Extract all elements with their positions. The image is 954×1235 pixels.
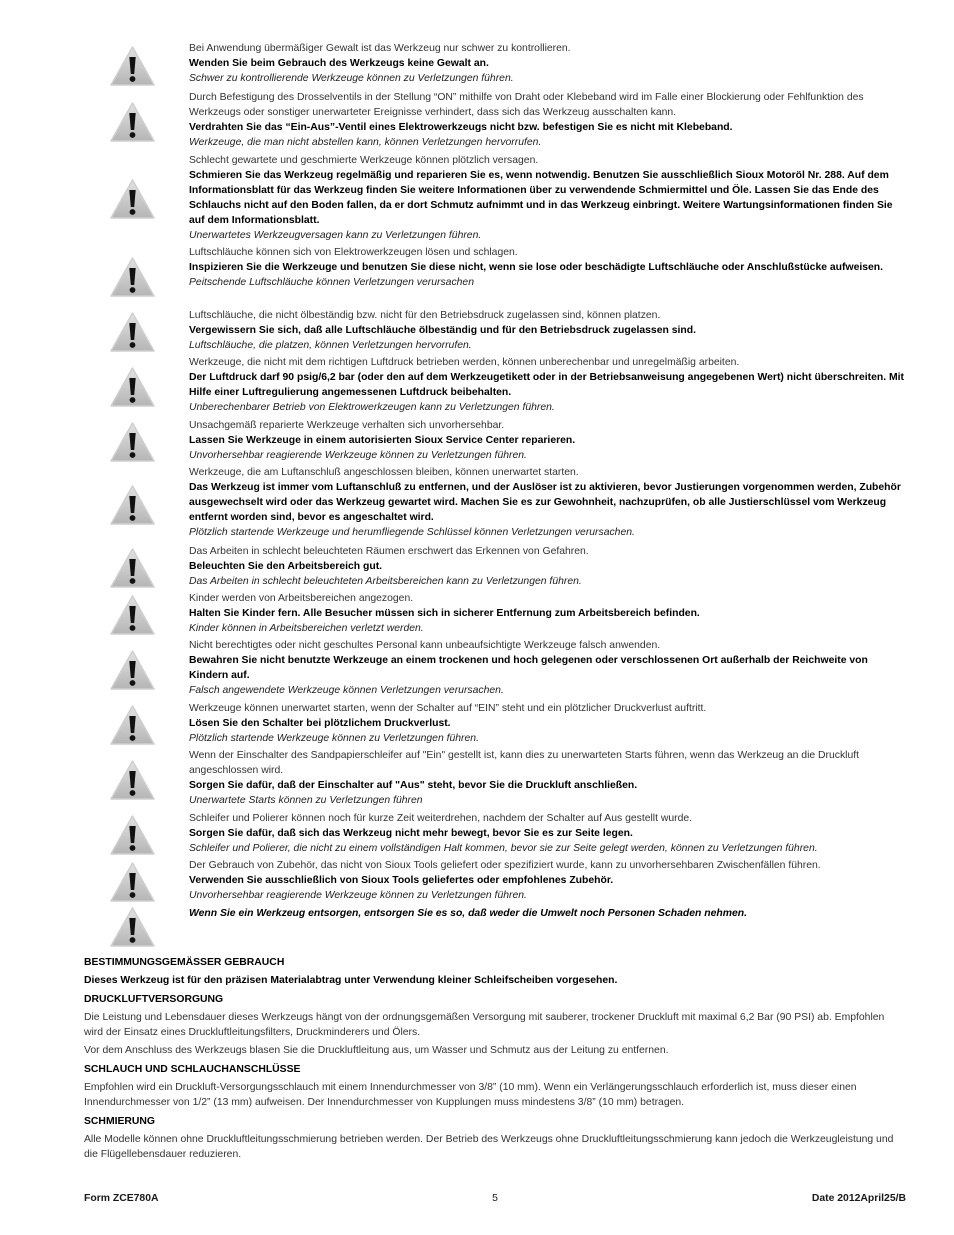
hazard-text: Luftschläuche können sich von Elektrowerkzeugen lösen und schlagen. [189,247,518,258]
consequence-text: Peitschende Luftschläuche können Verletzungen verursachen [189,277,474,288]
instruction-text: Sorgen Sie dafür, daß der Einschalter auf "Aus" steht, bevor Sie die Druckluft anschließen. [189,780,638,791]
form-number: Form ZCE780A [84,1193,159,1204]
instruction-text: Beleuchten Sie den Arbeitsbereich gut. [189,561,383,572]
consequence-text: Schleifer und Polierer, die nicht zu einem vollständigen Halt kommen, bevor sie zur Seite gelegt werden, können zu Verletzungen führen. [189,843,818,854]
warning-block [108,245,908,308]
hazard-text: Wenn der Einschalter des Sandpapierschleifer auf "Ein" gestellt ist, kann dies zu unerwarteten Starts führen, wenn das Werkzeug an die Druckluft angeschlossen wird. [189,750,860,776]
consequence-text: Unerwartetes Werkzeugversagen kann zu Verletzungen führen. [189,230,482,241]
warning-block [108,355,908,418]
section-heading: BESTIMMUNGSGEMÄSSER GEBRAUCH [84,957,285,968]
consequence-text: Luftschläuche, die platzen, können Verletzungen hervorrufen. [189,340,472,351]
hazard-text: Der Gebrauch von Zubehör, das nicht von Sioux Tools geliefert oder spezifiziert wurde, kann zu unvorhersehbaren Zwischenfällen führen. [189,860,821,871]
hazard-text: Durch Befestigung des Drosselventils in der Stellung “ON” mithilfe von Draht oder Klebeband wird im Falle einer Blockierung oder Fehlfunktion des Werkzeugs oder sonstiger unerwarteter Ereignisse verhindert, dass sich das Werkzeug ausschalten kann. [189,92,864,118]
instruction-text: Schmieren Sie das Werkzeug regelmäßig und reparieren Sie es, wenn notwendig. Benutzen Sie ausschließlich Sioux Motoröl Nr. 288. Auf dem Informationsblatt für das Werkzeug finden Sie weitere Informationen über zu verwendende Schmiermittel und Öle. Lassen Sie das Ende des Schlauchs nicht auf den Boden fallen, da er dort Schmutz aufnimmt und in das Werkzeug einbringt. Weitere Wartungsinformationen finden Sie auf dem Informationsblatt. [189,170,893,226]
instruction-text: Halten Sie Kinder fern. Alle Besucher müssen sich in sicherer Entfernung zum Arbeitsbereich befinden. [189,608,700,619]
instruction-text: Inspizieren Sie die Werkzeuge und benutzen Sie diese nicht, wenn sie lose oder beschädigte Luftschläuche oder Anschlußstücke aufweisen. [189,262,884,273]
consequence-text: Das Arbeiten in schlecht beleuchteten Arbeitsbereichen kann zu Verletzungen führen. [189,576,582,587]
hazard-text: Bei Anwendung übermäßiger Gewalt ist das Werkzeug nur schwer zu kontrollieren. [189,43,571,54]
instruction-text: Verwenden Sie ausschließlich von Sioux Tools geliefertes oder empfohlenes Zubehör. [189,875,614,886]
warning-block [108,544,908,591]
consequence-text: Unvorhersehbar reagierende Werkzeuge können zu Verletzungen führen. [189,890,527,901]
instruction-text: Vergewissern Sie sich, daß alle Luftschläuche ölbeständig und für den Betriebsdruck zugelassen sind. [189,325,696,336]
section-heading: DRUCKLUFTVERSORGUNG [84,994,224,1005]
warning-block [108,638,908,701]
consequence-text: Wenn Sie ein Werkzeug entsorgen, entsorgen Sie es so, daß weder die Umwelt noch Personen Schaden nehmen. [189,908,747,919]
instruction-text: Lassen Sie Werkzeuge in einem autorisierten Sioux Service Center reparieren. [189,435,576,446]
consequence-text: Plötzlich startende Werkzeuge und herumfliegende Schlüssel können Verletzungen verursachen. [189,527,635,538]
instruction-text: Verdrahten Sie das “Ein-Aus”-Ventil eines Elektrowerkzeugs nicht bzw. befestigen Sie es nicht mit Klebeband. [189,122,733,133]
hazard-text: Das Arbeiten in schlecht beleuchteten Räumen erschwert das Erkennen von Gefahren. [189,546,589,557]
instruction-sections [84,955,906,1162]
instruction-text: Lösen Sie den Schalter bei plötzlichem Druckverlust. [189,718,451,729]
revision-date: Date 2012April25/B [811,1193,906,1204]
hazard-text: Schleifer und Polierer können noch für kurze Zeit weiterdrehen, nachdem der Schalter auf Aus gestellt wurde. [189,813,693,824]
warning-list [108,41,908,936]
instruction-text: Bewahren Sie nicht benutzte Werkzeuge an einem trockenen und hoch gelegenen oder verschlossenen Ort außerhalb der Reichweite von Kindern auf. [189,655,868,681]
warning-block [108,308,908,355]
page-footer [84,1191,906,1207]
warning-block [108,811,908,858]
consequence-text: Falsch angewendete Werkzeuge können Verletzungen verursachen. [189,685,504,696]
consequence-text: Kinder können in Arbeitsbereichen verletzt werden. [189,623,424,634]
hazard-text: Kinder werden von Arbeitsbereichen angezogen. [189,593,414,604]
section-heading: SCHLAUCH UND SCHLAUCHANSCHLÜSSE [84,1064,301,1075]
instruction-text: Das Werkzeug ist immer vom Luftanschluß zu entfernen, und der Auslöser ist zu aktivieren, bevor Justierungen vorgenommen werden, Zubehör ausgewechselt wird oder das Werkzeug gewartet wird. Machen Sie es zur Gewohnheit, nachzuprüfen, ob alle Justierschlüssel vom Werkzeug entfernt worden sind, bevor es angeschaltet wird. [189,482,901,523]
warning-block [108,701,908,748]
warning-block [108,153,908,245]
warning-block [108,906,908,936]
consequence-text: Unberechenbarer Betrieb von Elektrowerkzeugen kann zu Verletzungen führen. [189,402,555,413]
consequence-text: Unerwartete Starts können zu Verletzungen führen [189,795,423,806]
instruction-text: Wenden Sie beim Gebrauch des Werkzeugs keine Gewalt an. [189,58,489,69]
section-paragraph: Dieses Werkzeug ist für den präzisen Materialabtrag unter Verwendung kleiner Schleifscheiben vorgesehen. [84,975,618,986]
hazard-text: Luftschläuche, die nicht ölbeständig bzw. nicht für den Betriebsdruck zugelassen sind, können platzen. [189,310,661,321]
section-paragraph: Empfohlen wird ein Druckluft-Versorgungsschlauch mit einem Innendurchmesser von 3/8” (10 mm). Wenn ein Verlängerungsschlauch erforderlich ist, muss dieser einen Innendurchmesser von 1/2” (13 mm) aufweisen. Der Innendurchmesser von Kupplungen muss mindestens 3/8” (10 mm) betragen. [84,1082,857,1108]
warning-block [108,418,908,465]
hazard-text: Schlecht gewartete und geschmierte Werkzeuge können plötzlich versagen. [189,155,539,166]
warning-block [108,41,908,90]
consequence-text: Unvorhersehbar reagierende Werkzeuge können zu Verletzungen führen. [189,450,527,461]
hazard-text: Unsachgemäß reparierte Werkzeuge verhalten sich unvorhersehbar. [189,420,505,431]
warning-block [108,465,908,544]
warning-block [108,748,908,811]
section-paragraph: Alle Modelle können ohne Druckluftleitungsschmierung betrieben werden. Der Betrieb des Werkzeugs ohne Druckluftleitungsschmierung kann jedoch die Werkzeugleistung und die Flügellebensdauer reduzieren. [84,1134,894,1160]
instruction-text: Sorgen Sie dafür, daß sich das Werkzeug nicht mehr bewegt, bevor Sie es zur Seite legen. [189,828,633,839]
hazard-text: Werkzeuge können unerwartet starten, wenn der Schalter auf “EIN” steht und ein plötzlicher Druckverlust auftritt. [189,703,707,714]
warning-block [108,858,908,906]
consequence-text: Plötzlich startende Werkzeuge können zu Verletzungen führen. [189,733,479,744]
section-heading: SCHMIERUNG [84,1116,156,1127]
hazard-text: Werkzeuge, die am Luftanschluß angeschlossen bleiben, können unerwartet starten. [189,467,579,478]
warning-block [108,591,908,638]
section-paragraph: Die Leistung und Lebensdauer dieses Werkzeugs hängt von der ordnungsgemäßen Versorgung mit sauberer, trockener Druckluft mit maximal 6,2 Bar (90 PSI) ab. Empfohlen wird der Einsatz eines Druckluftleitungsfilters, Druckminderers und Ölers. [84,1012,885,1038]
hazard-text: Werkzeuge, die nicht mit dem richtigen Luftdruck betrieben werden, können unberechenbar und unregelmäßig arbeiten. [189,357,740,368]
instruction-text: Der Luftdruck darf 90 psig/6,2 bar (oder den auf dem Werkzeugetikett oder in der Betriebsanweisung angegebenen Wert) nicht überschreiten. Mit Hilfe einer Luftregulierung angemessenen Luftdruck beibehalten. [189,372,904,398]
consequence-text: Werkzeuge, die man nicht abstellen kann, können Verletzungen hervorrufen. [189,137,542,148]
warning-block [108,90,908,153]
consequence-text: Schwer zu kontrollierende Werkzeuge können zu Verletzungen führen. [189,73,514,84]
hazard-text: Nicht berechtigtes oder nicht geschultes Personal kann unbeaufsichtigte Werkzeuge falsch anwenden. [189,640,661,651]
page-number: 5 [492,1193,498,1204]
section-paragraph: Vor dem Anschluss des Werkzeugs blasen Sie die Druckluftleitung aus, um Wasser und Schmutz aus der Leitung zu entfernen. [84,1045,669,1056]
